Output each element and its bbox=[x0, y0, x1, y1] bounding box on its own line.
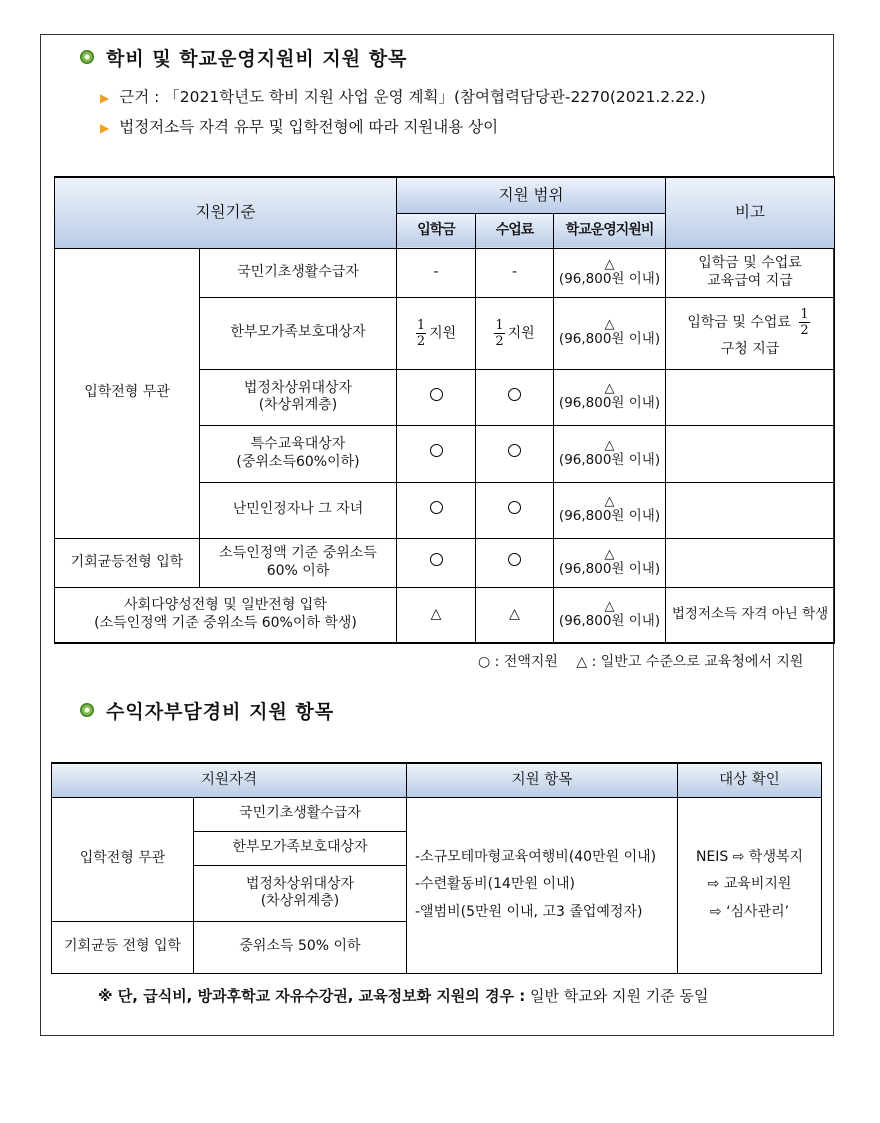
tuition-cell bbox=[476, 425, 554, 482]
remark-cell: 법정저소득 자격 아닌 학생 bbox=[666, 587, 835, 643]
support-items bbox=[407, 797, 678, 973]
header-remarks: 비고 bbox=[666, 177, 835, 248]
admission-cell bbox=[397, 297, 476, 369]
amount: (96,800원 이내) bbox=[558, 395, 661, 412]
remark-cell bbox=[666, 425, 835, 482]
footnote bbox=[98, 985, 708, 1006]
qualification-item: 한부모가족보호대상자 bbox=[194, 831, 407, 865]
group-social-general bbox=[55, 587, 397, 643]
header-admission-fee: 입학금 bbox=[397, 213, 476, 248]
remark-line1: 입학금 및 수업료 bbox=[698, 255, 802, 271]
circle-symbol bbox=[430, 501, 443, 514]
tuition-support-table bbox=[54, 176, 835, 644]
operation-fee-cell bbox=[554, 369, 666, 425]
admission-cell bbox=[397, 482, 476, 538]
operation-fee-cell bbox=[554, 248, 666, 297]
support-item: -앨범비(5만원 이내, 고3 졸업예정자) bbox=[415, 903, 643, 920]
operation-fee-cell bbox=[554, 587, 666, 643]
tuition-cell: - bbox=[476, 248, 554, 297]
remark-line2: 구청 지급 bbox=[720, 340, 780, 357]
fraction-numerator: 1 bbox=[495, 317, 504, 333]
row-label: 난민인정자나 그 자녀 bbox=[200, 482, 397, 538]
circle-symbol bbox=[430, 388, 443, 401]
amount: (96,800원 이내) bbox=[558, 612, 661, 629]
section-bullet-icon bbox=[80, 50, 94, 64]
circle-symbol bbox=[508, 501, 521, 514]
admission-cell: - bbox=[397, 248, 476, 297]
check-step: ⇨ ‘심사관리’ bbox=[709, 903, 790, 920]
basis-text: 근거 : 「2021학년도 학비 지원 사업 운영 계획」(참여협력담당관-2270(2021.2.22.) bbox=[119, 88, 706, 106]
triangle-symbol: △ bbox=[604, 317, 615, 333]
support-item: -소규모테마형교육여행비(40만원 이내) bbox=[415, 849, 657, 866]
tuition-cell bbox=[476, 482, 554, 538]
admission-cell bbox=[397, 369, 476, 425]
operation-fee-cell bbox=[554, 538, 666, 587]
admission-cell bbox=[397, 425, 476, 482]
tuition-cell bbox=[476, 369, 554, 425]
qualification-line1: 법정차상위대상자 bbox=[245, 875, 355, 892]
header-check: 대상 확인 bbox=[678, 763, 822, 797]
group-equal-opportunity: 기회균등 전형 입학 bbox=[52, 921, 194, 973]
section2-title: 수익자부담경비 지원 항목 bbox=[106, 701, 335, 723]
row-label-line2: (중위소득60%이하) bbox=[236, 453, 360, 470]
row-label-line2: (차상위계층) bbox=[258, 397, 338, 413]
admission-suffix: 지원 bbox=[429, 325, 457, 341]
triangle-symbol: △ bbox=[604, 256, 615, 272]
circle-symbol bbox=[430, 444, 443, 457]
tuition-cell bbox=[476, 538, 554, 587]
fraction bbox=[494, 319, 504, 348]
row-label bbox=[200, 369, 397, 425]
triangle-bullet-icon: ▶ bbox=[100, 91, 110, 105]
operation-fee-cell bbox=[554, 297, 666, 369]
circle-symbol bbox=[508, 388, 521, 401]
check-step: NEIS ⇨ 학생복지 bbox=[695, 849, 804, 866]
remark-cell bbox=[666, 248, 835, 297]
tuition-suffix: 지원 bbox=[507, 325, 535, 341]
tuition-cell bbox=[476, 297, 554, 369]
footnote-bold: ※ 단, 급식비, 방과후학교 자유수강권, 교육정보화 지원의 경우 : bbox=[98, 987, 526, 1005]
header-tuition: 수업료 bbox=[476, 213, 554, 248]
qualification-item: 국민기초생활수급자 bbox=[194, 797, 407, 831]
triangle-bullet-icon: ▶ bbox=[100, 121, 110, 135]
triangle-symbol: △ bbox=[604, 494, 615, 510]
amount: (96,800원 이내) bbox=[558, 508, 661, 525]
fraction-numerator: 1 bbox=[416, 317, 426, 333]
triangle-symbol: △ bbox=[604, 546, 615, 562]
fraction-numerator: 1 bbox=[800, 306, 809, 322]
legend-full: ○ : 전액지원 bbox=[478, 654, 558, 670]
admission-cell: △ bbox=[397, 587, 476, 643]
triangle-symbol: △ bbox=[604, 381, 615, 397]
remark-cell bbox=[666, 538, 835, 587]
remark-cell bbox=[666, 482, 835, 538]
remark-line1: 입학금 및 수업료 bbox=[687, 314, 791, 331]
qualification-line2: (차상위계층) bbox=[260, 893, 340, 909]
group-equal-opportunity: 기회균등전형 입학 bbox=[55, 538, 200, 587]
row-label-line1: 법정차상위대상자 bbox=[243, 379, 353, 396]
check-step: ⇨ 교육비지원 bbox=[707, 876, 792, 893]
note-line bbox=[100, 115, 498, 137]
fraction-denominator: 2 bbox=[800, 322, 809, 338]
footnote-normal: 일반 학교와 지원 기준 동일 bbox=[525, 987, 709, 1005]
basis-line bbox=[100, 85, 706, 107]
row-label: 국민기초생활수급자 bbox=[200, 248, 397, 297]
remark-cell bbox=[666, 369, 835, 425]
group-any-admission: 입학전형 무관 bbox=[55, 248, 200, 538]
header-range: 지원 범위 bbox=[397, 177, 666, 213]
qualification-item: 중위소득 50% 이하 bbox=[194, 921, 407, 973]
note-text: 법정저소득 자격 유무 및 입학전형에 따라 지원내용 상이 bbox=[119, 118, 499, 136]
section-bullet-icon bbox=[80, 703, 94, 717]
row-label-line1: 특수교육대상자 bbox=[250, 436, 346, 452]
circle-symbol bbox=[430, 553, 443, 566]
row-label bbox=[200, 538, 397, 587]
amount: (96,800원 이내) bbox=[558, 451, 661, 468]
legend bbox=[478, 651, 803, 671]
operation-fee-cell bbox=[554, 482, 666, 538]
header-qualification: 지원자격 bbox=[52, 763, 407, 797]
tuition-cell: △ bbox=[476, 587, 554, 643]
amount: (96,800원 이내) bbox=[558, 560, 661, 577]
beneficiary-expense-table bbox=[51, 762, 822, 974]
section1-title: 학비 및 학교운영지원비 지원 항목 bbox=[106, 48, 408, 70]
row-label bbox=[200, 425, 397, 482]
fraction bbox=[799, 308, 809, 337]
legend-partial: △ : 일반고 수준으로 교육청에서 지원 bbox=[576, 654, 804, 670]
header-items: 지원 항목 bbox=[407, 763, 678, 797]
row-label-line1: 소득인정액 기준 중위소득 bbox=[219, 545, 377, 561]
circle-symbol bbox=[508, 553, 521, 566]
group-line2: (소득인정액 기준 중위소득 60%이하 학생) bbox=[94, 614, 357, 631]
header-criteria: 지원기준 bbox=[55, 177, 397, 248]
qualification-item bbox=[194, 865, 407, 921]
amount: (96,800원 이내) bbox=[558, 270, 661, 287]
remark-line2: 교육급여 지급 bbox=[707, 272, 793, 289]
triangle-symbol: △ bbox=[604, 598, 615, 614]
amount: (96,800원 이내) bbox=[558, 331, 661, 348]
row-label-line2: 60% 이하 bbox=[266, 562, 330, 579]
circle-symbol bbox=[508, 444, 521, 457]
row-label: 한부모가족보호대상자 bbox=[200, 297, 397, 369]
remark-cell bbox=[666, 297, 835, 369]
admission-cell bbox=[397, 538, 476, 587]
group-line1: 사회다양성전형 및 일반전형 입학 bbox=[124, 597, 327, 614]
fraction bbox=[416, 319, 426, 348]
fraction-denominator: 2 bbox=[495, 333, 504, 349]
operation-fee-cell bbox=[554, 425, 666, 482]
triangle-symbol: △ bbox=[604, 437, 615, 453]
header-operation-fee: 학교운영지원비 bbox=[554, 213, 666, 248]
group-any-admission: 입학전형 무관 bbox=[52, 797, 194, 921]
support-item: -수련활동비(14만원 이내) bbox=[415, 876, 575, 893]
check-steps bbox=[678, 797, 822, 973]
fraction-denominator: 2 bbox=[416, 333, 426, 349]
